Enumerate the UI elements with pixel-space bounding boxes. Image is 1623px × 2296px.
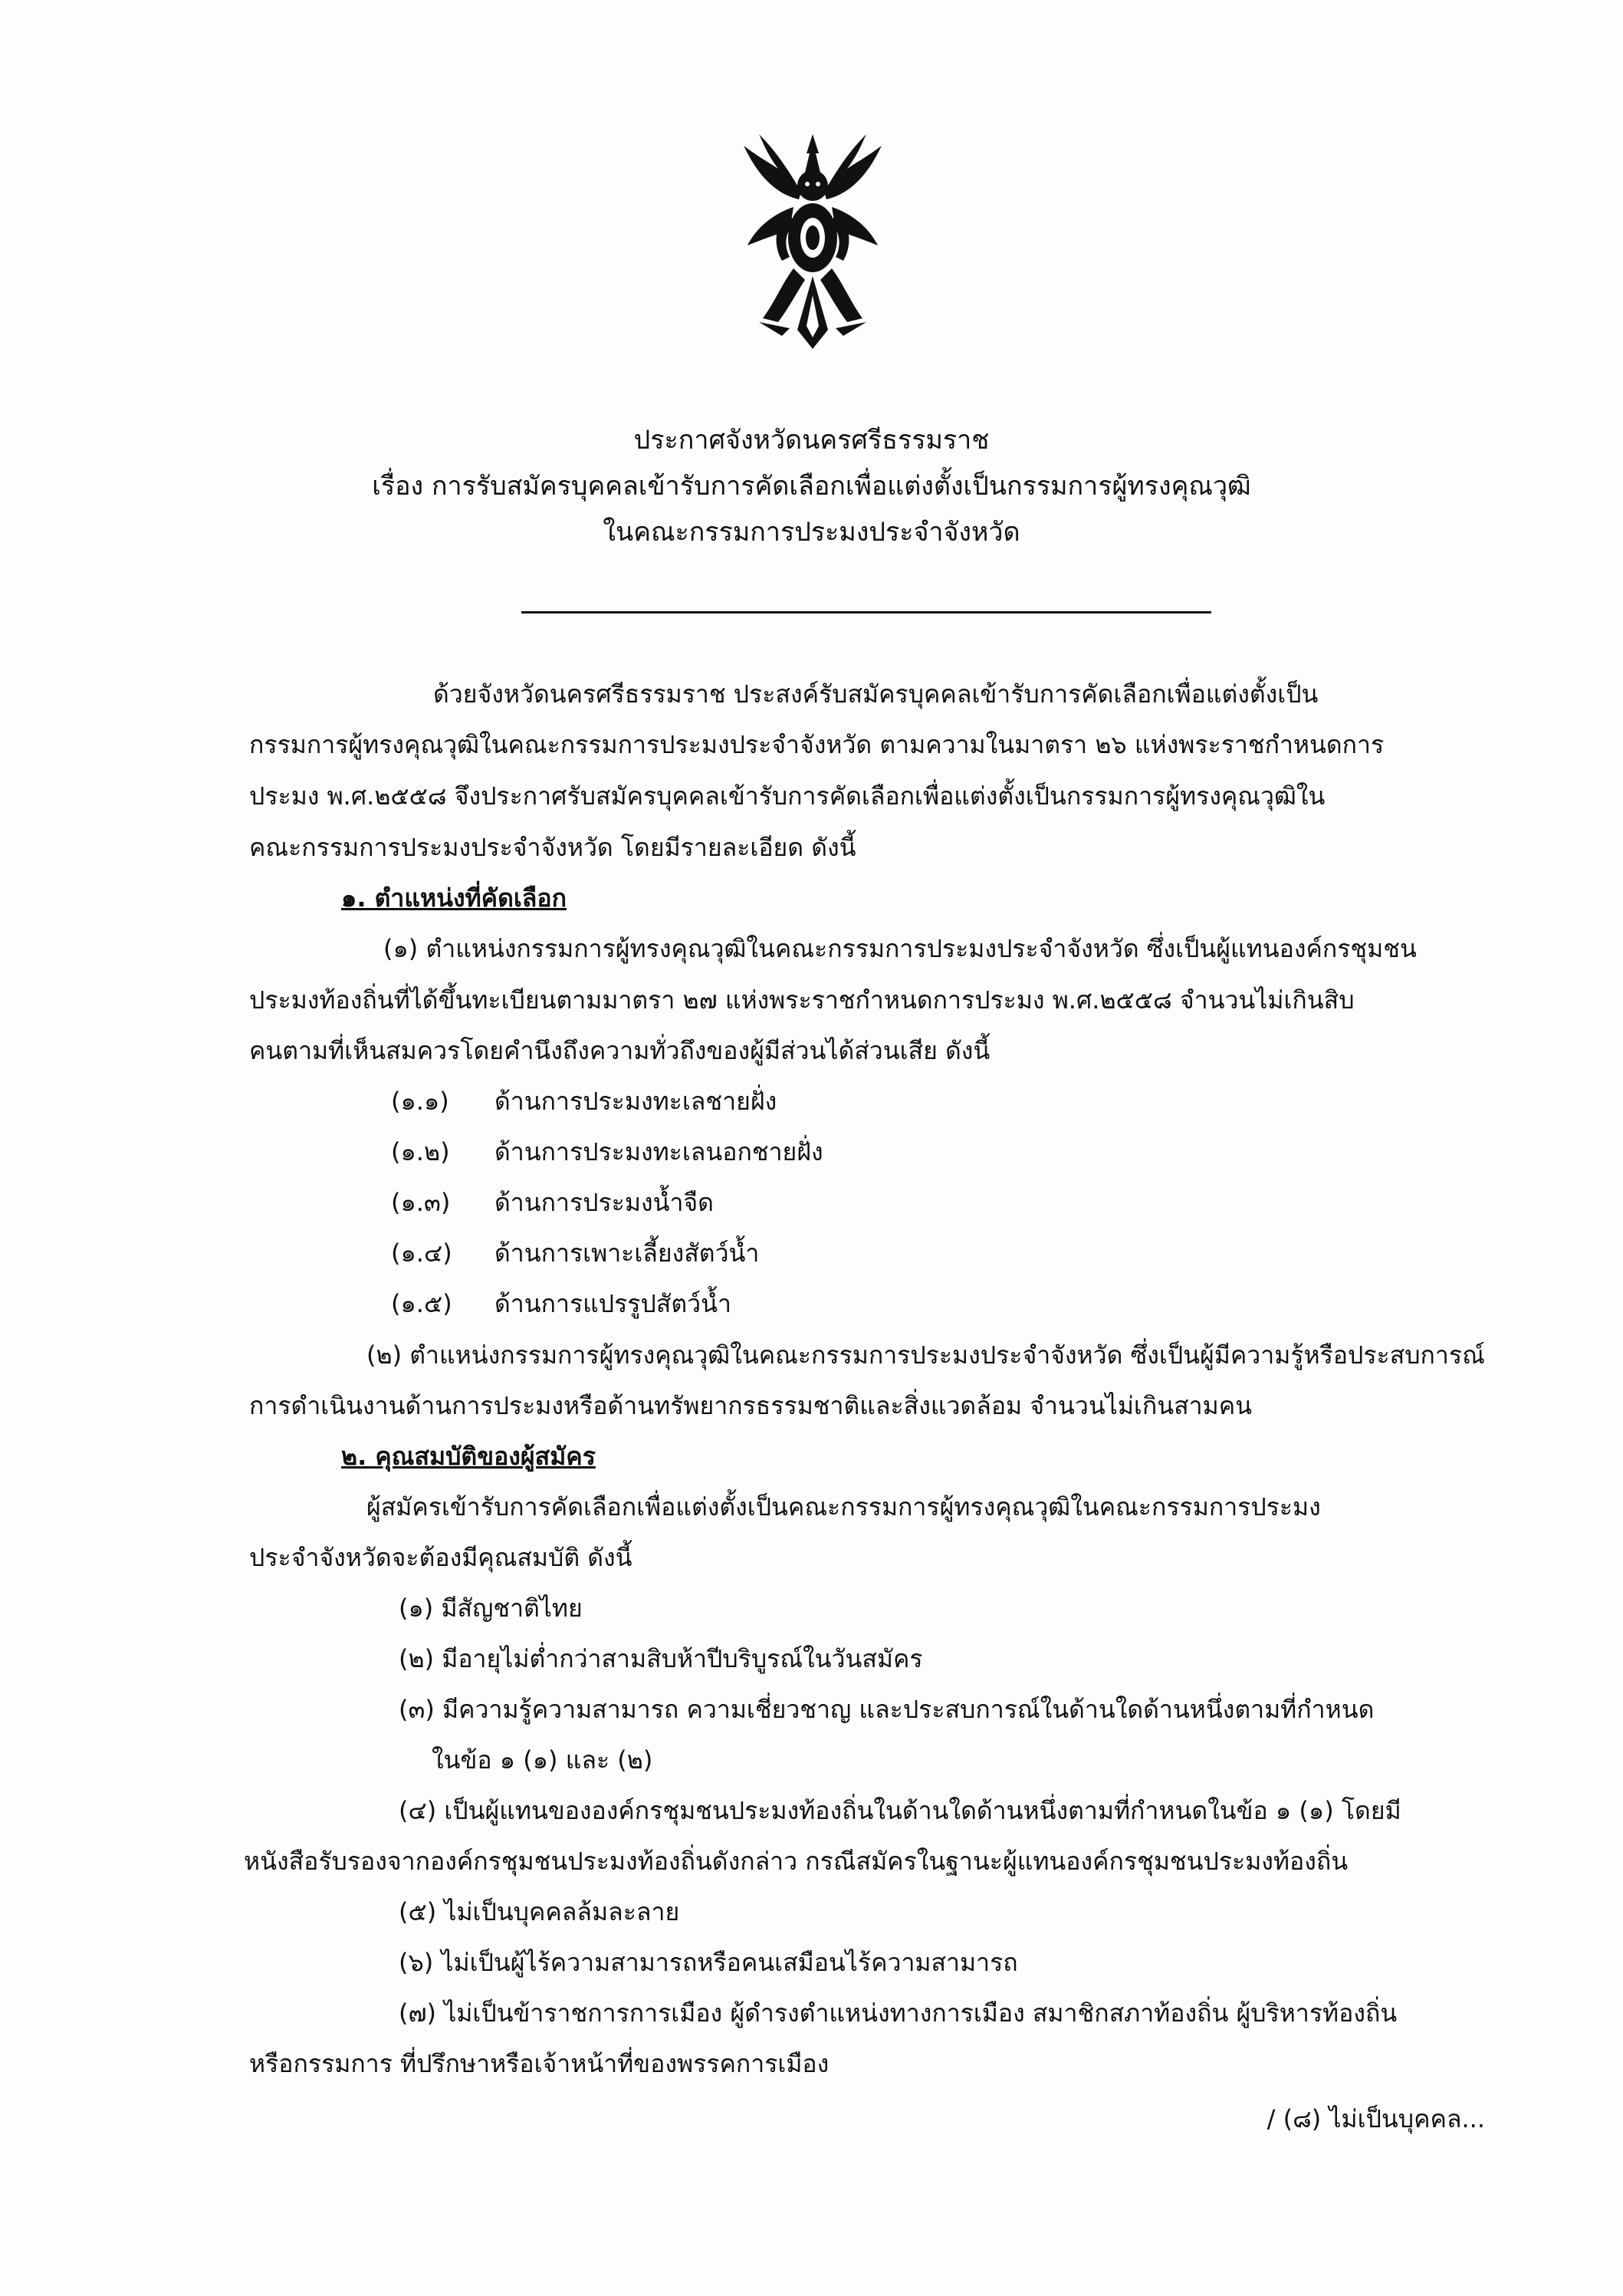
list-item: ด้านการแปรรูปสัตว์น้ำ bbox=[494, 1289, 731, 1318]
qualification-item: (๒) มีอายุไม่ต่ำกว่าสามสิบห้าปีบริบูรณ์ในวันสมัคร bbox=[399, 1644, 923, 1673]
list-item-number: (๑.๔) bbox=[391, 1238, 452, 1268]
intro-line: คณะกรรมการประมงประจำจังหวัด โดยมีรายละเอียด ดังนี้ bbox=[249, 833, 856, 862]
list-item: ด้านการประมงทะเลชายฝั่ง bbox=[494, 1087, 777, 1116]
list-item-number: (๑.๓) bbox=[391, 1188, 451, 1217]
qualification-item: (๗) ไม่เป็นข้าราชการการเมือง ผู้ดำรงตำแหน่งทางการเมือง สมาชิกสภาท้องถิ่น ผู้บริหารท้องถิ่น bbox=[399, 1998, 1398, 2028]
qualification-item: หรือกรรมการ ที่ปรึกษาหรือเจ้าหน้าที่ของพรรคการเมือง bbox=[249, 2049, 830, 2078]
qualification-item: ในข้อ ๑ (๑) และ (๒) bbox=[432, 1745, 653, 1775]
qualification-item: (๑) มีสัญชาติไทย bbox=[399, 1594, 583, 1623]
qualification-item: (๔) เป็นผู้แทนขององค์กรชุมชนประมงท้องถิ่นในด้านใดด้านหนึ่งตามที่กำหนดในข้อ ๑ (๑) โดยมี bbox=[399, 1796, 1401, 1825]
list-item-number: (๑.๒) bbox=[391, 1137, 450, 1166]
qualification-item: (๖) ไม่เป็นผู้ไร้ความสามารถหรือคนเสมือนไร้ความสามารถ bbox=[399, 1948, 1018, 1977]
garuda-emblem-icon bbox=[736, 130, 889, 353]
paragraph-line: ประมงท้องถิ่นที่ได้ขึ้นทะเบียนตามมาตรา ๒๗ แห่งพระราชกำหนดการประมง พ.ศ.๒๕๕๘ จำนวนไม่เกินสิบ bbox=[249, 985, 1355, 1015]
paragraph-line: ผู้สมัครเข้ารับการคัดเลือกเพื่อแต่งตั้งเป็นคณะกรรมการผู้ทรงคุณวุฒิในคณะกรรมการประมง bbox=[366, 1492, 1321, 1521]
paragraph-line: (๒) ตำแหน่งกรรมการผู้ทรงคุณวุฒิในคณะกรรมการประมงประจำจังหวัด ซึ่งเป็นผู้มีความรู้หรือประสบการณ์ bbox=[366, 1340, 1485, 1370]
qualification-item: (๕) ไม่เป็นบุคคลล้มละลาย bbox=[399, 1897, 680, 1926]
list-item: ด้านการเพาะเลี้ยงสัตว์น้ำ bbox=[494, 1238, 760, 1268]
list-item: ด้านการประมงน้ำจืด bbox=[494, 1188, 714, 1217]
paragraph-line: ประจำจังหวัดจะต้องมีคุณสมบัติ ดังนี้ bbox=[249, 1543, 632, 1572]
continuation-note: / (๘) ไม่เป็นบุคคล... bbox=[1267, 2104, 1485, 2133]
paragraph-line: (๑) ตำแหน่งกรรมการผู้ทรงคุณวุฒิในคณะกรรมการประมงประจำจังหวัด ซึ่งเป็นผู้แทนองค์กรชุมชน bbox=[383, 934, 1417, 963]
title-divider bbox=[521, 611, 1211, 613]
list-item-number: (๑.๑) bbox=[391, 1087, 449, 1116]
paragraph-line: คนตามที่เห็นสมควรโดยคำนึงถึงความทั่วถึงของผู้มีส่วนได้ส่วนเสีย ดังนี้ bbox=[249, 1036, 991, 1065]
intro-line: ด้วยจังหวัดนครศรีธรรมราช ประสงค์รับสมัครบุคคลเข้ารับการคัดเลือกเพื่อแต่งตั้งเป็น bbox=[433, 679, 1319, 709]
qualification-item: หนังสือรับรองจากองค์กรชุมชนประมงท้องถิ่นดังกล่าว กรณีสมัครในฐานะผู้แทนองค์กรชุมชนประมงท้องถิ่น bbox=[244, 1847, 1349, 1876]
list-item: ด้านการประมงทะเลนอกชายฝั่ง bbox=[494, 1137, 823, 1166]
section-heading: ๑. ตำแหน่งที่คัดเลือก bbox=[341, 883, 567, 913]
intro-line: ประมง พ.ศ.๒๕๕๘ จึงประกาศรับสมัครบุคคลเข้ารับการคัดเลือกเพื่อแต่งตั้งเป็นกรรมการผู้ทรงคุณวุฒิใน bbox=[249, 781, 1326, 811]
page-title: ประกาศจังหวัดนครศรีธรรมราช bbox=[633, 425, 990, 456]
paragraph-line: การดำเนินงานด้านการประมงหรือด้านทรัพยากรธรรมชาติและสิ่งแวดล้อม จำนวนไม่เกินสามคน bbox=[249, 1391, 1252, 1420]
list-item-number: (๑.๕) bbox=[391, 1289, 452, 1318]
intro-line: กรรมการผู้ทรงคุณวุฒิในคณะกรรมการประมงประจำจังหวัด ตามความในมาตรา ๒๖ แห่งพระราชกำหนดการ bbox=[249, 730, 1385, 759]
subject-line-2: ในคณะกรรมการประมงประจำจังหวัด bbox=[603, 517, 1020, 548]
subject-line: เรื่อง การรับสมัครบุคคลเข้ารับการคัดเลือกเพื่อแต่งตั้งเป็นกรรมการผู้ทรงคุณวุฒิ bbox=[372, 471, 1251, 502]
section-heading: ๒. คุณสมบัติของผู้สมัคร bbox=[341, 1442, 596, 1471]
qualification-item: (๓) มีความรู้ความสามารถ ความเชี่ยวชาญ และประสบการณ์ในด้านใดด้านหนึ่งตามที่กำหนด bbox=[399, 1695, 1375, 1724]
